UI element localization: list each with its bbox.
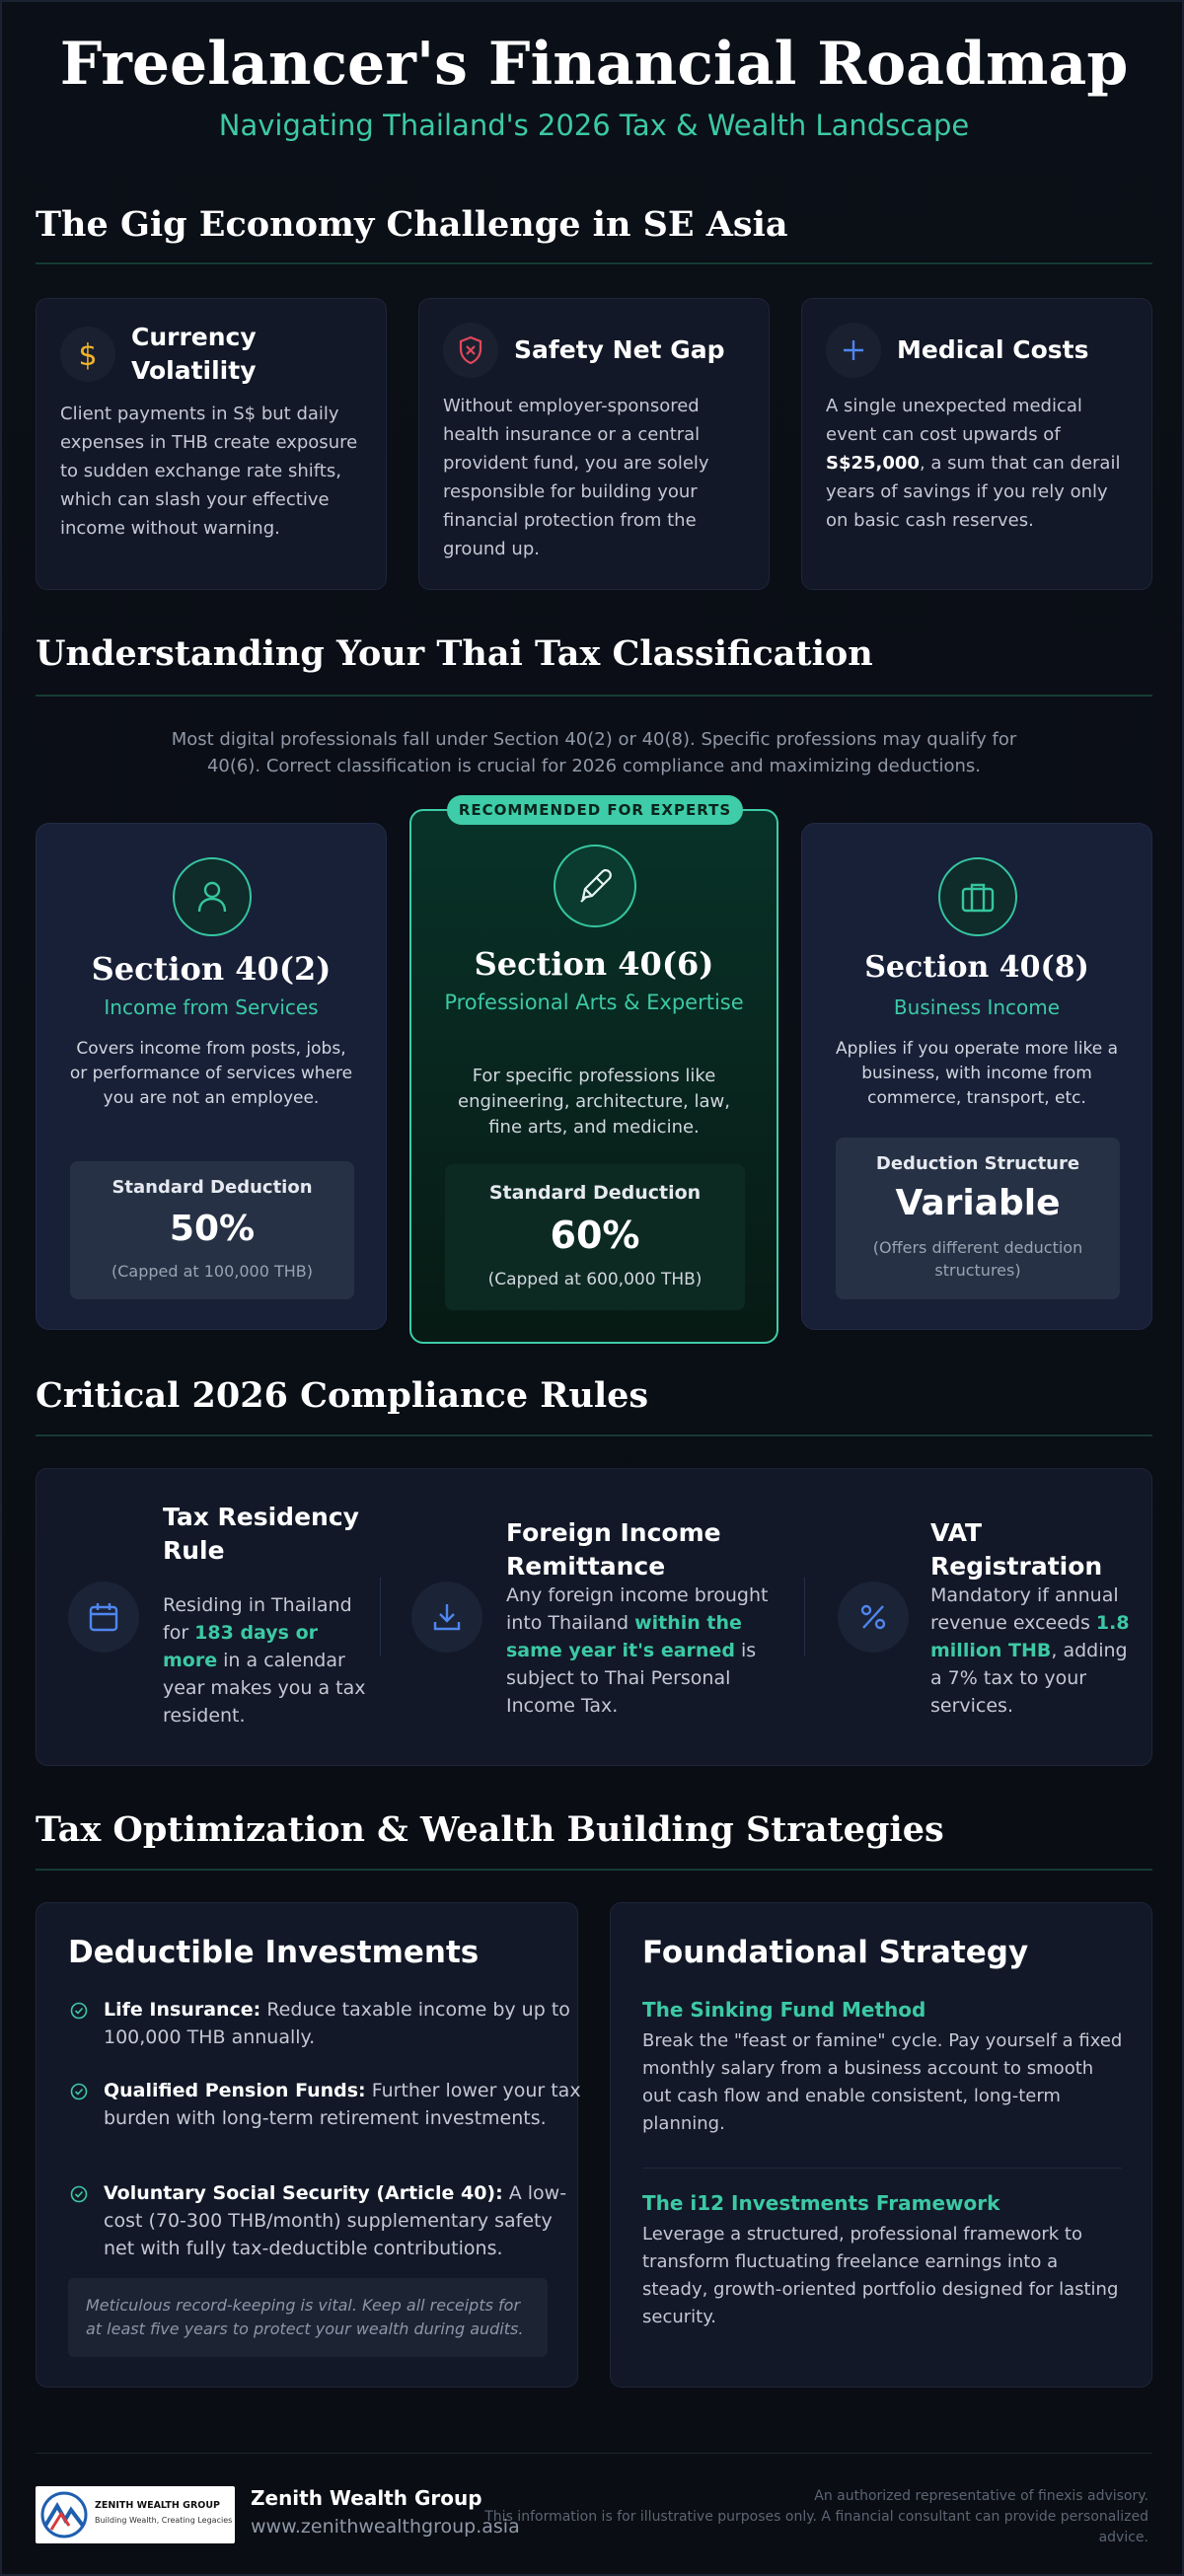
tax-section-description: Covers income from posts, jobs, or performance of services where you are not an employee. bbox=[69, 1039, 353, 1108]
briefcase-icon bbox=[938, 857, 1017, 936]
deduction-box bbox=[836, 1138, 1120, 1299]
section-title-compliance: Critical 2026 Compliance Rules bbox=[36, 1375, 649, 1416]
disclaimer-line: This information is for illustrative purposes only. A financial consultant can provide personalized advice. bbox=[484, 2509, 1148, 2545]
deduction-label: Standard Deduction bbox=[111, 1177, 313, 1198]
challenge-card-medical bbox=[801, 298, 1152, 590]
disclaimer-line: An authorized representative of finexis advisory. bbox=[814, 2488, 1148, 2504]
pen-nib-icon bbox=[554, 845, 636, 927]
compliance-highlight: within the same year it's earned bbox=[506, 1612, 742, 1661]
deductible-investments-card bbox=[36, 1902, 581, 2388]
company-logo bbox=[36, 2486, 235, 2543]
strategy-title: The Sinking Fund Method bbox=[642, 1998, 926, 2022]
strategy-text: Leverage a structured, professional framework to transform fluctuating freelance earnings into a steady, growth-oriented portfolio designed for lasting security. bbox=[642, 2224, 1119, 2327]
list-item: Life Insurance: Reduce taxable income by up to 100,000 THB annually. bbox=[104, 1996, 587, 2051]
record-keeping-note: Meticulous record-keeping is vital. Keep all receipts for at least five years to protect your wealth during audits. bbox=[68, 2278, 548, 2357]
deduction-note: (Capped at 600,000 THB) bbox=[487, 1270, 703, 1289]
column-divider bbox=[380, 1578, 381, 1656]
recommended-badge: RECOMMENDED FOR EXPERTS bbox=[447, 795, 743, 825]
compliance-card bbox=[36, 1468, 1152, 1766]
card-title: Foundational Strategy bbox=[642, 1935, 1029, 1970]
tax-section-name: Section 40(6) bbox=[474, 945, 714, 983]
calendar-icon bbox=[68, 1582, 139, 1653]
check-circle-icon bbox=[70, 2185, 88, 2203]
deduction-value: 50% bbox=[169, 1209, 256, 1249]
tax-section-subtitle: Professional Arts & Expertise bbox=[444, 991, 744, 1014]
challenge-title: Safety Net Gap bbox=[514, 335, 725, 364]
user-icon bbox=[173, 857, 252, 936]
challenge-text: Without employer-sponsored health insurance or a central provident fund, you are solely responsible for building your financial protection from the ground up. bbox=[443, 396, 709, 559]
section-title-strategies: Tax Optimization & Wealth Building Strategies bbox=[36, 1809, 944, 1850]
challenge-card-currency bbox=[36, 298, 387, 590]
company-website[interactable]: www.zenithwealthgroup.asia bbox=[251, 2516, 520, 2538]
tax-section-40-6 bbox=[409, 801, 778, 1344]
dollar-icon bbox=[60, 327, 115, 382]
section-title-classification: Understanding Your Thai Tax Classification bbox=[36, 633, 873, 674]
challenge-text: Client payments in S$ but daily expenses in THB create exposure to sudden exchange rate shifts, which can slash your effective income without warning. bbox=[60, 404, 358, 539]
disclaimer bbox=[458, 2486, 1148, 2548]
section-divider bbox=[36, 695, 1152, 697]
deduction-label: Deduction Structure bbox=[875, 1153, 1080, 1174]
compliance-highlight: 183 days or more bbox=[163, 1622, 319, 1671]
tax-section-name: Section 40(8) bbox=[864, 950, 1089, 985]
tax-section-40-2 bbox=[36, 823, 387, 1330]
tax-section-name: Section 40(2) bbox=[91, 950, 332, 988]
section-divider bbox=[36, 1869, 1152, 1871]
company-name: Zenith Wealth Group bbox=[251, 2486, 482, 2510]
tax-section-subtitle: Income from Services bbox=[104, 995, 319, 1019]
challenge-title: Currency Volatility bbox=[131, 323, 257, 385]
tax-section-description: For specific professions like engineering, architecture, law, fine arts, and medicine. bbox=[458, 1066, 730, 1138]
compliance-title: Tax Residency Rule bbox=[163, 1503, 359, 1565]
tax-section-40-8 bbox=[801, 823, 1152, 1330]
download-icon bbox=[411, 1582, 482, 1653]
compliance-title: VAT Registration bbox=[930, 1518, 1103, 1581]
zenith-logo-icon bbox=[39, 2490, 89, 2539]
card-title: Deductible Investments bbox=[68, 1935, 480, 1970]
compliance-text: Residing in Thailand for 183 days or more in a calendar year makes you a tax resident. bbox=[163, 1594, 366, 1727]
deduction-box bbox=[445, 1164, 745, 1310]
deductible-list bbox=[70, 1996, 581, 2292]
logo-tagline: Building Wealth, Creating Legacies bbox=[95, 2516, 233, 2525]
list-item: Qualified Pension Funds: Further lower your tax burden with long-term retirement investments. bbox=[104, 2077, 587, 2132]
deduction-label: Standard Deduction bbox=[488, 1182, 702, 1204]
footer-divider bbox=[36, 2453, 1152, 2454]
challenge-text: A single unexpected medical event can cost upwards of S$25,000, a sum that can derail years of savings if you rely only on basic cash reserves. bbox=[826, 396, 1121, 531]
section-divider bbox=[36, 1435, 1152, 1436]
tax-section-subtitle: Business Income bbox=[893, 995, 1061, 1019]
logo-name: ZENITH WEALTH GROUP bbox=[95, 2500, 221, 2511]
compliance-title: Foreign Income Remittance bbox=[506, 1518, 721, 1581]
deduction-note: (Capped at 100,000 THB) bbox=[111, 1262, 314, 1281]
page-subtitle: Navigating Thailand's 2026 Tax & Wealth Landscape bbox=[218, 109, 970, 142]
challenge-card-safety-net bbox=[418, 298, 770, 590]
strategy-divider bbox=[642, 2168, 1122, 2169]
page-title: Freelancer's Financial Roadmap bbox=[59, 30, 1129, 99]
tax-section-description: Applies if you operate more like a business, with income from commerce, transport, etc. bbox=[835, 1039, 1119, 1108]
classification-intro: Most digital professionals fall under Section 40(2) or 40(8). Specific professions may qualify for 40(6). Correct classification is crucial for 2026 compliance and maximizing deductions. bbox=[171, 729, 1017, 776]
strategy-text: Break the "feast or famine" cycle. Pay yourself a fixed monthly salary from a business account to smooth out cash flow and enable consistent, long-term planning. bbox=[642, 2030, 1123, 2134]
percent-icon bbox=[838, 1582, 909, 1653]
section-title-challenge: The Gig Economy Challenge in SE Asia bbox=[36, 204, 788, 245]
medical-cost-amount: S$25,000 bbox=[826, 453, 920, 474]
deduction-box bbox=[70, 1161, 354, 1299]
check-circle-icon bbox=[70, 2002, 88, 2020]
svg-text:$: $ bbox=[78, 338, 98, 371]
compliance-text: Mandatory if annual revenue exceeds 1.8 million THB, adding a 7% tax to your services. bbox=[930, 1584, 1130, 1717]
deduction-value: 60% bbox=[550, 1214, 640, 1257]
check-circle-icon bbox=[70, 2083, 88, 2100]
compliance-text: Any foreign income brought into Thailand within the same year it's earned is subject to Thai Personal Income Tax. bbox=[506, 1584, 769, 1717]
deduction-value: Variable bbox=[895, 1183, 1061, 1223]
deduction-note: (Offers different deduction structures) bbox=[872, 1238, 1083, 1280]
plus-icon bbox=[826, 323, 881, 378]
list-item: Voluntary Social Security (Article 40): A low-cost (70-300 THB/month) supplementary safety net with fully tax-deductible contributions. bbox=[104, 2179, 587, 2262]
shield-x-icon bbox=[443, 323, 498, 378]
compliance-highlight: 1.8 million THB bbox=[930, 1612, 1130, 1661]
strategy-title: The i12 Investments Framework bbox=[642, 2191, 1000, 2215]
section-divider bbox=[36, 262, 1152, 264]
challenge-title: Medical Costs bbox=[897, 335, 1089, 364]
foundational-strategy-card bbox=[610, 1902, 1152, 2388]
column-divider bbox=[804, 1578, 805, 1656]
